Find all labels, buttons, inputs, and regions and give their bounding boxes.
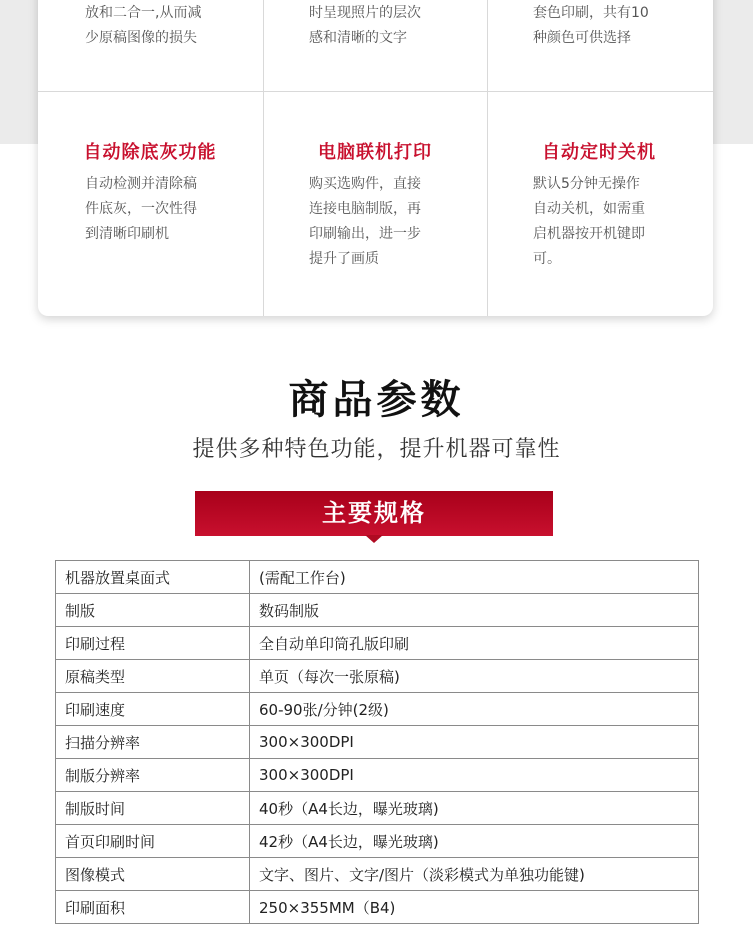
spec-value: 300×300DPI [250,759,699,792]
spec-value: 文字、图片、文字/图片（淡彩模式为单独功能键) [250,858,699,891]
feature-description: 默认5分钟无操作 自动关机，如需重 启机器按开机键即 可。 [533,176,645,267]
spec-label: 制版 [56,594,250,627]
section-title: 商品参数 [288,377,465,423]
spec-value: 数码制版 [250,594,699,627]
section-subtitle: 提供多种特色功能，提升机器可靠性 [192,437,561,462]
feature-description: 放和二合一,从而减 少原稿图像的损失 [85,5,202,46]
table-row [56,825,699,858]
spec-label: 图像模式 [56,858,250,891]
spec-label: 印刷速度 [56,693,250,726]
table-row [56,660,699,693]
spec-value: 42秒（A4长边，曝光玻璃) [250,825,699,858]
features-card [38,0,713,316]
table-row [56,726,699,759]
spec-value: (需配工作台) [250,561,699,594]
table-row [56,792,699,825]
spec-label: 印刷过程 [56,627,250,660]
spec-label: 制版时间 [56,792,250,825]
table-row [56,858,699,891]
spec-label: 机器放置桌面式 [56,561,250,594]
feature-description: 自动检测并清除稿 件底灰，一次性得 到清晰印刷机 [85,176,197,242]
feature-title: 自动除底灰功能 [83,142,217,163]
spec-value: 300×300DPI [250,726,699,759]
feature-description: 套色印刷，共有10 种颜色可供选择 [533,5,649,46]
feature-title: 电脑联机打印 [318,142,432,163]
row-divider [38,91,713,92]
feature-description: 时呈现照片的层次 感和清晰的文字 [309,5,421,46]
spec-value: 全自动单印筒孔版印刷 [250,627,699,660]
spec-label: 制版分辨率 [56,759,250,792]
feature-description: 购买选购件，直接 连接电脑制版，再 印刷输出，进一步 提升了画质 [309,176,421,267]
spec-value: 250×355MM（B4) [250,891,699,924]
spec-value: 单页（每次一张原稿) [250,660,699,693]
spec-label: 原稿类型 [56,660,250,693]
table-row [56,594,699,627]
table-row [56,693,699,726]
table-row [56,561,699,594]
spec-label: 印刷面积 [56,891,250,924]
table-row [56,759,699,792]
spec-banner: 主要规格 [195,491,553,536]
spec-value: 60-90张/分钟(2级) [250,693,699,726]
table-row [56,891,699,924]
spec-label: 扫描分辨率 [56,726,250,759]
table-row [56,627,699,660]
spec-value: 40秒（A4长边，曝光玻璃) [250,792,699,825]
banner-arrow-icon [365,535,383,543]
feature-title: 自动定时关机 [542,142,656,163]
spec-label: 首页印刷时间 [56,825,250,858]
spec-table [55,560,699,924]
